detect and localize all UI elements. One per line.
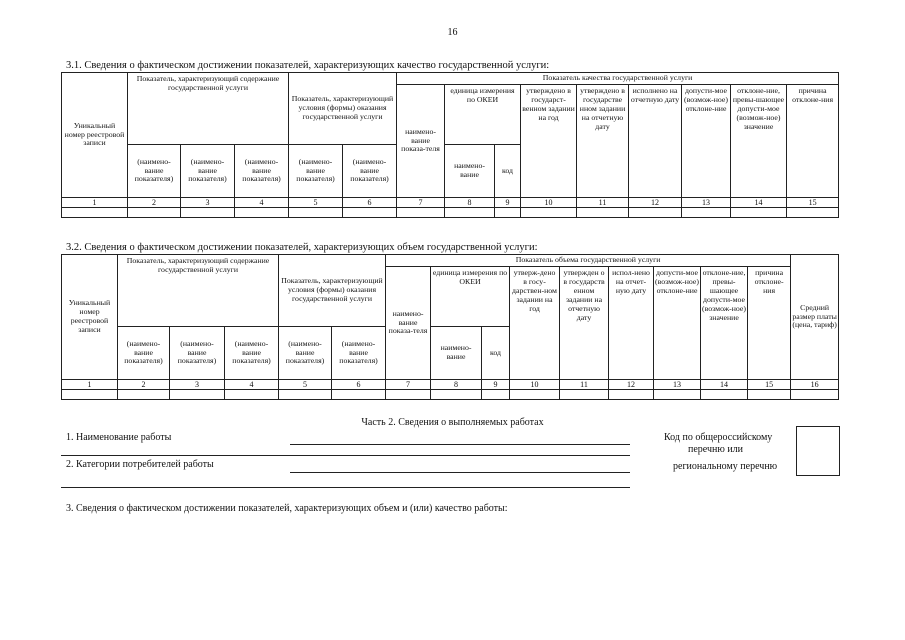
column-number: 9 <box>482 380 510 390</box>
code-label-line-3: региональному перечню <box>673 461 778 472</box>
subheader-indicator-name: (наимено-вание показателя) <box>235 145 289 198</box>
empty-cell[interactable] <box>731 208 787 218</box>
header-approved-year: утверждено в государст-венном задании на год <box>521 85 577 198</box>
empty-cell[interactable] <box>654 390 701 400</box>
column-number: 4 <box>225 380 279 390</box>
header-done: исполнено на отчетную дату <box>629 85 682 198</box>
column-number: 7 <box>397 198 445 208</box>
column-number: 2 <box>118 380 170 390</box>
column-number: 5 <box>279 380 332 390</box>
section-3-1-title: 3.1. Сведения о фактическом достижении показателей, характеризующих качество государственной услуги: <box>66 60 550 71</box>
header-conditions-indicator: Показатель, характеризующий условия (формы) оказания государственной услуги <box>279 255 386 327</box>
header-volume-indicator: Показатель объема государственной услуги <box>386 255 791 267</box>
column-number: 8 <box>445 198 495 208</box>
column-number: 16 <box>791 380 839 390</box>
header-approved-date: утвержден о в государств енном задании на отчетную дату <box>560 267 609 380</box>
empty-cell[interactable] <box>482 390 510 400</box>
empty-cell[interactable] <box>510 390 560 400</box>
column-number: 6 <box>343 198 397 208</box>
empty-cell[interactable] <box>343 208 397 218</box>
work-name-line-2[interactable] <box>61 455 630 456</box>
empty-cell[interactable] <box>787 208 839 218</box>
column-number: 10 <box>510 380 560 390</box>
column-number: 15 <box>748 380 791 390</box>
empty-cell[interactable] <box>235 208 289 218</box>
empty-cell[interactable] <box>445 208 495 218</box>
header-indicator-name: наимено-вание показа-теля <box>397 85 445 198</box>
header-exceeding-deviation: отклоне-ние, превы-шающее допусти-мое (возмож-ное) значение <box>701 267 748 380</box>
header-conditions-indicator: Показатель, характеризующий условия (формы) оказания государственной услуги <box>289 73 397 145</box>
empty-cell[interactable] <box>397 208 445 218</box>
empty-cell[interactable] <box>629 208 682 218</box>
column-number: 12 <box>629 198 682 208</box>
empty-cell[interactable] <box>560 390 609 400</box>
header-deviation-reason: причина отклоне-ния <box>787 85 839 198</box>
subheader-unit-name: наимено-вание <box>445 145 495 198</box>
empty-cell[interactable] <box>181 208 235 218</box>
header-average-price: Средний размер платы (цена, тариф) <box>791 255 839 380</box>
header-approved-date: утверждено в государстве нном задании на отчетную дату <box>577 85 629 198</box>
column-number: 1 <box>62 198 128 208</box>
code-label-line-2: перечню или <box>688 444 744 455</box>
empty-cell[interactable] <box>701 390 748 400</box>
column-number: 13 <box>654 380 701 390</box>
part-2-title: Часть 2. Сведения о выполняемых работах <box>361 417 544 428</box>
empty-cell[interactable] <box>431 390 482 400</box>
empty-cell[interactable] <box>609 390 654 400</box>
subheader-indicator-name: (наимено-вание показателя) <box>170 327 225 380</box>
column-number: 8 <box>431 380 482 390</box>
column-number: 11 <box>577 198 629 208</box>
empty-cell[interactable] <box>118 390 170 400</box>
subheader-indicator-name: (наимено-вание показателя) <box>118 327 170 380</box>
code-label-line-1: Код по общероссийскому <box>664 432 773 443</box>
empty-cell[interactable] <box>170 390 225 400</box>
empty-cell[interactable] <box>279 390 332 400</box>
empty-cell[interactable] <box>62 390 118 400</box>
subheader-indicator-name: (наимено-вание показателя) <box>343 145 397 198</box>
header-unit-okei: единица измерения по ОКЕИ <box>445 85 521 145</box>
subheader-indicator-name: (наимено-вание показателя) <box>225 327 279 380</box>
column-number: 6 <box>332 380 386 390</box>
subheader-indicator-name: (наимено-вание показателя) <box>332 327 386 380</box>
column-number: 10 <box>521 198 577 208</box>
empty-cell[interactable] <box>225 390 279 400</box>
column-number: 14 <box>701 380 748 390</box>
header-allowed-deviation: допусти-мое (возмож-ное) отклоне-ние <box>682 85 731 198</box>
subheader-unit-name: наимено-вание <box>431 327 482 380</box>
work-name-line[interactable] <box>290 444 630 445</box>
column-number: 13 <box>682 198 731 208</box>
subheader-indicator-name: (наимено-вание показателя) <box>128 145 181 198</box>
empty-cell[interactable] <box>332 390 386 400</box>
empty-cell[interactable] <box>577 208 629 218</box>
section-3-2-title: 3.2. Сведения о фактическом достижении показателей, характеризующих объем государственной услуги: <box>66 242 538 253</box>
column-number: 4 <box>235 198 289 208</box>
subheader-unit-code: код <box>495 145 521 198</box>
column-number: 15 <box>787 198 839 208</box>
header-allowed-deviation: допусти-мое (возмож-ное) отклоне-ние <box>654 267 701 380</box>
subheader-indicator-name: (наимено-вание показателя) <box>279 327 332 380</box>
empty-cell[interactable] <box>495 208 521 218</box>
column-number: 12 <box>609 380 654 390</box>
column-number: 3 <box>181 198 235 208</box>
code-box[interactable] <box>796 426 840 476</box>
header-quality-indicator: Показатель качества государственной услуги <box>397 73 839 85</box>
header-content-indicator: Показатель, характеризующий содержание государственной услуги <box>118 255 279 327</box>
column-number: 2 <box>128 198 181 208</box>
subheader-indicator-name: (наимено-вание показателя) <box>181 145 235 198</box>
header-unit-okei: единица измерения по ОКЕИ <box>431 267 510 327</box>
empty-cell[interactable] <box>748 390 791 400</box>
header-approved-year: утверж-дено в госу-дарствен-ном задании на год <box>510 267 560 380</box>
subheader-unit-code: код <box>482 327 510 380</box>
empty-cell[interactable] <box>386 390 431 400</box>
empty-cell[interactable] <box>62 208 128 218</box>
consumer-category-line-2[interactable] <box>61 487 630 488</box>
page-number: 16 <box>447 27 458 38</box>
work-name-label: 1. Наименование работы <box>66 432 172 443</box>
empty-cell[interactable] <box>791 390 839 400</box>
volume-indicators-table <box>61 254 839 400</box>
header-indicator-name: наимено-вание показа-теля <box>386 267 431 380</box>
empty-cell[interactable] <box>128 208 181 218</box>
empty-cell[interactable] <box>289 208 343 218</box>
header-exceeding-deviation: отклоне-ние, превы-шающее допусти-мое (возмож-ное) значение <box>731 85 787 198</box>
column-number: 3 <box>170 380 225 390</box>
column-number: 14 <box>731 198 787 208</box>
quality-indicators-table <box>61 72 839 218</box>
consumer-category-line[interactable] <box>290 472 630 473</box>
column-number: 9 <box>495 198 521 208</box>
header-deviation-reason: причина отклоне-ния <box>748 267 791 380</box>
column-number: 7 <box>386 380 431 390</box>
column-number: 1 <box>62 380 118 390</box>
column-number: 5 <box>289 198 343 208</box>
header-unique-number: Уникальный номер реестровой записи <box>62 255 118 380</box>
column-number: 11 <box>560 380 609 390</box>
empty-cell[interactable] <box>682 208 731 218</box>
work-indicators-title: 3. Сведения о фактическом достижении показателей, характеризующих объем и (или) качество работы: <box>66 503 508 514</box>
header-done: испол-нено на отчет-ную дату <box>609 267 654 380</box>
header-content-indicator: Показатель, характеризующий содержание государственной услуги <box>128 73 289 145</box>
consumer-category-label: 2. Категории потребителей работы <box>66 459 214 470</box>
subheader-indicator-name: (наимено-вание показателя) <box>289 145 343 198</box>
header-unique-number: Уникальный номер реестровой записи <box>62 73 128 198</box>
empty-cell[interactable] <box>521 208 577 218</box>
